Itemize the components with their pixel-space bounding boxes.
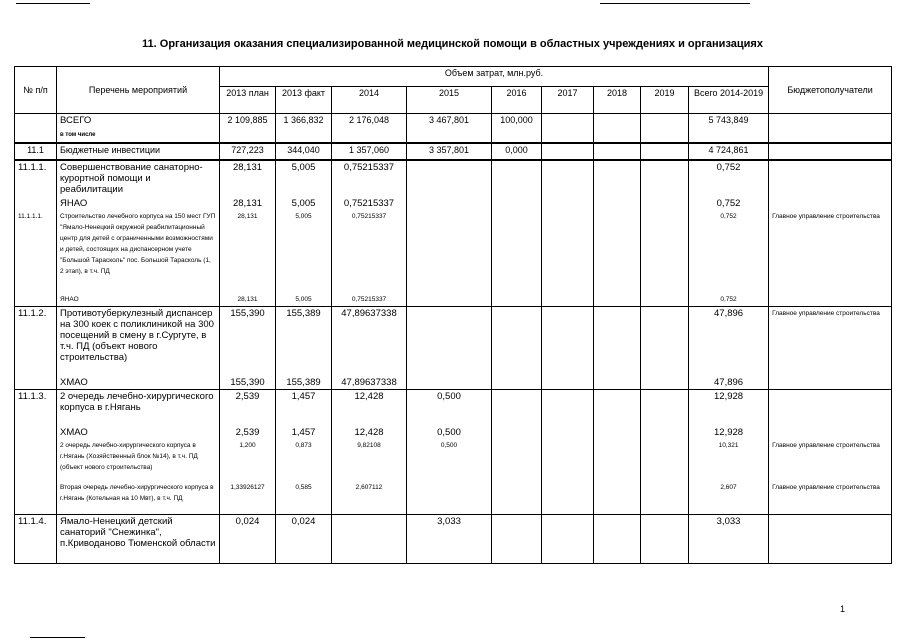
row-name: Строительство лечебного корпуса на 150 мест ГУП "Ямало-Ненецкий окружной реабилитационный центр для детей с ограниченными возможностями и детей, состоящих на диспансерном учете "Большой Тарасколь" пос. Большой Тарасколь (1, 2 этап), в т.ч. ПД	[57, 210, 220, 293]
cell-fact: 0,585	[276, 481, 332, 515]
table-row	[15, 439, 892, 481]
cell-2014: 47,89637338	[332, 306, 407, 376]
cell-plan: 0,024	[220, 515, 276, 564]
cell-plan: 28,131	[220, 293, 276, 307]
cell-fact: 5,005	[276, 197, 332, 210]
page-number: 1	[839, 604, 845, 614]
cell-total: 12,928	[689, 390, 769, 426]
cell-2014: 12,428	[332, 390, 407, 426]
row-name: ЯНАО	[57, 293, 220, 307]
table-row	[15, 306, 892, 376]
header-2013-plan: 2013 план	[220, 87, 276, 114]
cell-2014: 0,75215337	[332, 197, 407, 210]
cell-fact: 5,005	[276, 293, 332, 307]
cell-2015: 0,500	[407, 439, 492, 481]
cell-total: 47,896	[689, 376, 769, 390]
cell-plan: 155,390	[220, 376, 276, 390]
cell-fact: 5,005	[276, 160, 332, 197]
cell-2014: 9,82108	[332, 439, 407, 481]
cell-total: 4 724,861	[689, 143, 769, 160]
bottom-edge-left	[30, 637, 85, 638]
cell-2014: 0,75215337	[332, 293, 407, 307]
cell-plan: 155,390	[220, 306, 276, 376]
cell-num: 11.1.3.	[15, 390, 57, 426]
cell-2016: 100,000	[492, 114, 542, 143]
cell-total: 12,928	[689, 426, 769, 439]
cell-fact: 155,389	[276, 306, 332, 376]
cell-total: 3,033	[689, 515, 769, 564]
cell-2014: 2 176,048	[332, 114, 407, 143]
cell-total: 2,607	[689, 481, 769, 515]
row-name: Бюджетные инвестиции	[57, 143, 220, 160]
header-num: № п/п	[15, 67, 57, 114]
row-subname: в том числе	[60, 132, 96, 138]
header-recipients: Бюджетополучатели	[769, 67, 892, 114]
cell-2014: 47,89637338	[332, 376, 407, 390]
cell-total: 5 743,849	[689, 114, 769, 143]
cell-recipient: Главное управление строительства	[769, 306, 892, 376]
cell-total: 10,321	[689, 439, 769, 481]
table-row	[15, 143, 892, 160]
cell-2015: 0,500	[407, 390, 492, 426]
cell-plan: 2 109,885	[220, 114, 276, 143]
row-name: Вторая очередь лечебно-хирургического корпуса в г.Нягань (Котельная на 10 Мвт), в т.ч. ПД	[57, 481, 220, 515]
cell-2015: 3 467,801	[407, 114, 492, 143]
cell-2014: 1 357,060	[332, 143, 407, 160]
cell-recipient: Главное управление строительства	[769, 439, 892, 481]
cell-num: 11.1.4.	[15, 515, 57, 564]
header-2014: 2014	[332, 87, 407, 114]
budget-table	[14, 66, 892, 564]
header-cost: Объем затрат, млн.руб.	[220, 67, 769, 87]
cell-2014: 0,75215337	[332, 160, 407, 197]
header-2016: 2016	[492, 87, 542, 114]
cell-num: 11.1.1.	[15, 160, 57, 197]
cell-plan: 28,131	[220, 210, 276, 293]
cell-2015: 3,033	[407, 515, 492, 564]
cell-fact: 1,457	[276, 426, 332, 439]
cell-recipient: Главное управление строительства	[769, 481, 892, 515]
cell-fact: 1,457	[276, 390, 332, 426]
cell-total: 0,752	[689, 293, 769, 307]
table-row	[15, 390, 892, 426]
header-2013-fact: 2013 факт	[276, 87, 332, 114]
row-name: Противотуберкулезный диспансер на 300 коек с поликлиникой на 300 посещений в смену в г.Сургуте, в т.ч. ПД (объект нового строительства)	[57, 306, 220, 376]
row-name: Совершенствование санаторно-курортной помощи и реабилитации	[57, 160, 220, 197]
cell-fact: 344,040	[276, 143, 332, 160]
cell-total: 0,752	[689, 160, 769, 197]
row-name: Ямало-Ненецкий детский санаторий "Снежинка", п.Криводаново Тюменской области	[57, 515, 220, 564]
header-2017: 2017	[542, 87, 594, 114]
cell-plan: 2,539	[220, 390, 276, 426]
table-row	[15, 515, 892, 564]
cell-num: 11.1.2.	[15, 306, 57, 376]
cell-plan: 2,539	[220, 426, 276, 439]
cell-fact: 0,024	[276, 515, 332, 564]
cell-plan: 1,33926127	[220, 481, 276, 515]
cell-2014: 2,607112	[332, 481, 407, 515]
cell-plan: 1,200	[220, 439, 276, 481]
cell-2015: 0,500	[407, 426, 492, 439]
cell-total: 0,752	[689, 197, 769, 210]
cell-2014: 12,428	[332, 426, 407, 439]
table-row	[15, 160, 892, 197]
cell-total: 47,896	[689, 306, 769, 376]
row-name: ЯНАО	[57, 197, 220, 210]
row-name: 2 очередь лечебно-хирургического корпуса в г.Нягань	[57, 390, 220, 426]
table-row	[15, 481, 892, 515]
cell-plan: 727,223	[220, 143, 276, 160]
header-total: Всего 2014-2019	[689, 87, 769, 114]
cell-fact: 0,873	[276, 439, 332, 481]
row-name: ХМАО	[57, 376, 220, 390]
header-2018: 2018	[594, 87, 641, 114]
table-row	[15, 114, 892, 143]
cell-total: 0,752	[689, 210, 769, 293]
row-name: ХМАО	[57, 426, 220, 439]
header-2019: 2019	[641, 87, 689, 114]
cell-plan: 28,131	[220, 197, 276, 210]
row-name: 2 очередь лечебно-хирургического корпуса в г.Нягань (Хозяйственный блок №14), в т.ч. ПД (объект нового строительства)	[57, 439, 220, 481]
cell-2016: 0,000	[492, 143, 542, 160]
cell-fact: 155,389	[276, 376, 332, 390]
cell-num: 11.1.1.1.	[15, 210, 57, 293]
cell-fact: 1 366,832	[276, 114, 332, 143]
top-edge-left	[16, 3, 90, 4]
cell-num: 11.1	[15, 143, 57, 160]
cell-2015: 3 357,801	[407, 143, 492, 160]
table-row	[15, 293, 892, 307]
cell-fact: 5,005	[276, 210, 332, 293]
table-row	[15, 376, 892, 390]
header-2015: 2015	[407, 87, 492, 114]
header-measures: Перечень мероприятий	[57, 67, 220, 114]
row-name: ВСЕГО	[60, 115, 92, 126]
cell-recipient: Главное управление строительства	[769, 210, 892, 293]
table-row	[15, 210, 892, 293]
cell-2014: 0,75215337	[332, 210, 407, 293]
top-edge-right	[600, 3, 750, 4]
table-row	[15, 197, 892, 210]
page-title: 11. Организация оказания специализированной медицинской помощи в областных учреждениях и организациях	[142, 38, 763, 50]
cell-plan: 28,131	[220, 160, 276, 197]
table-row	[15, 426, 892, 439]
